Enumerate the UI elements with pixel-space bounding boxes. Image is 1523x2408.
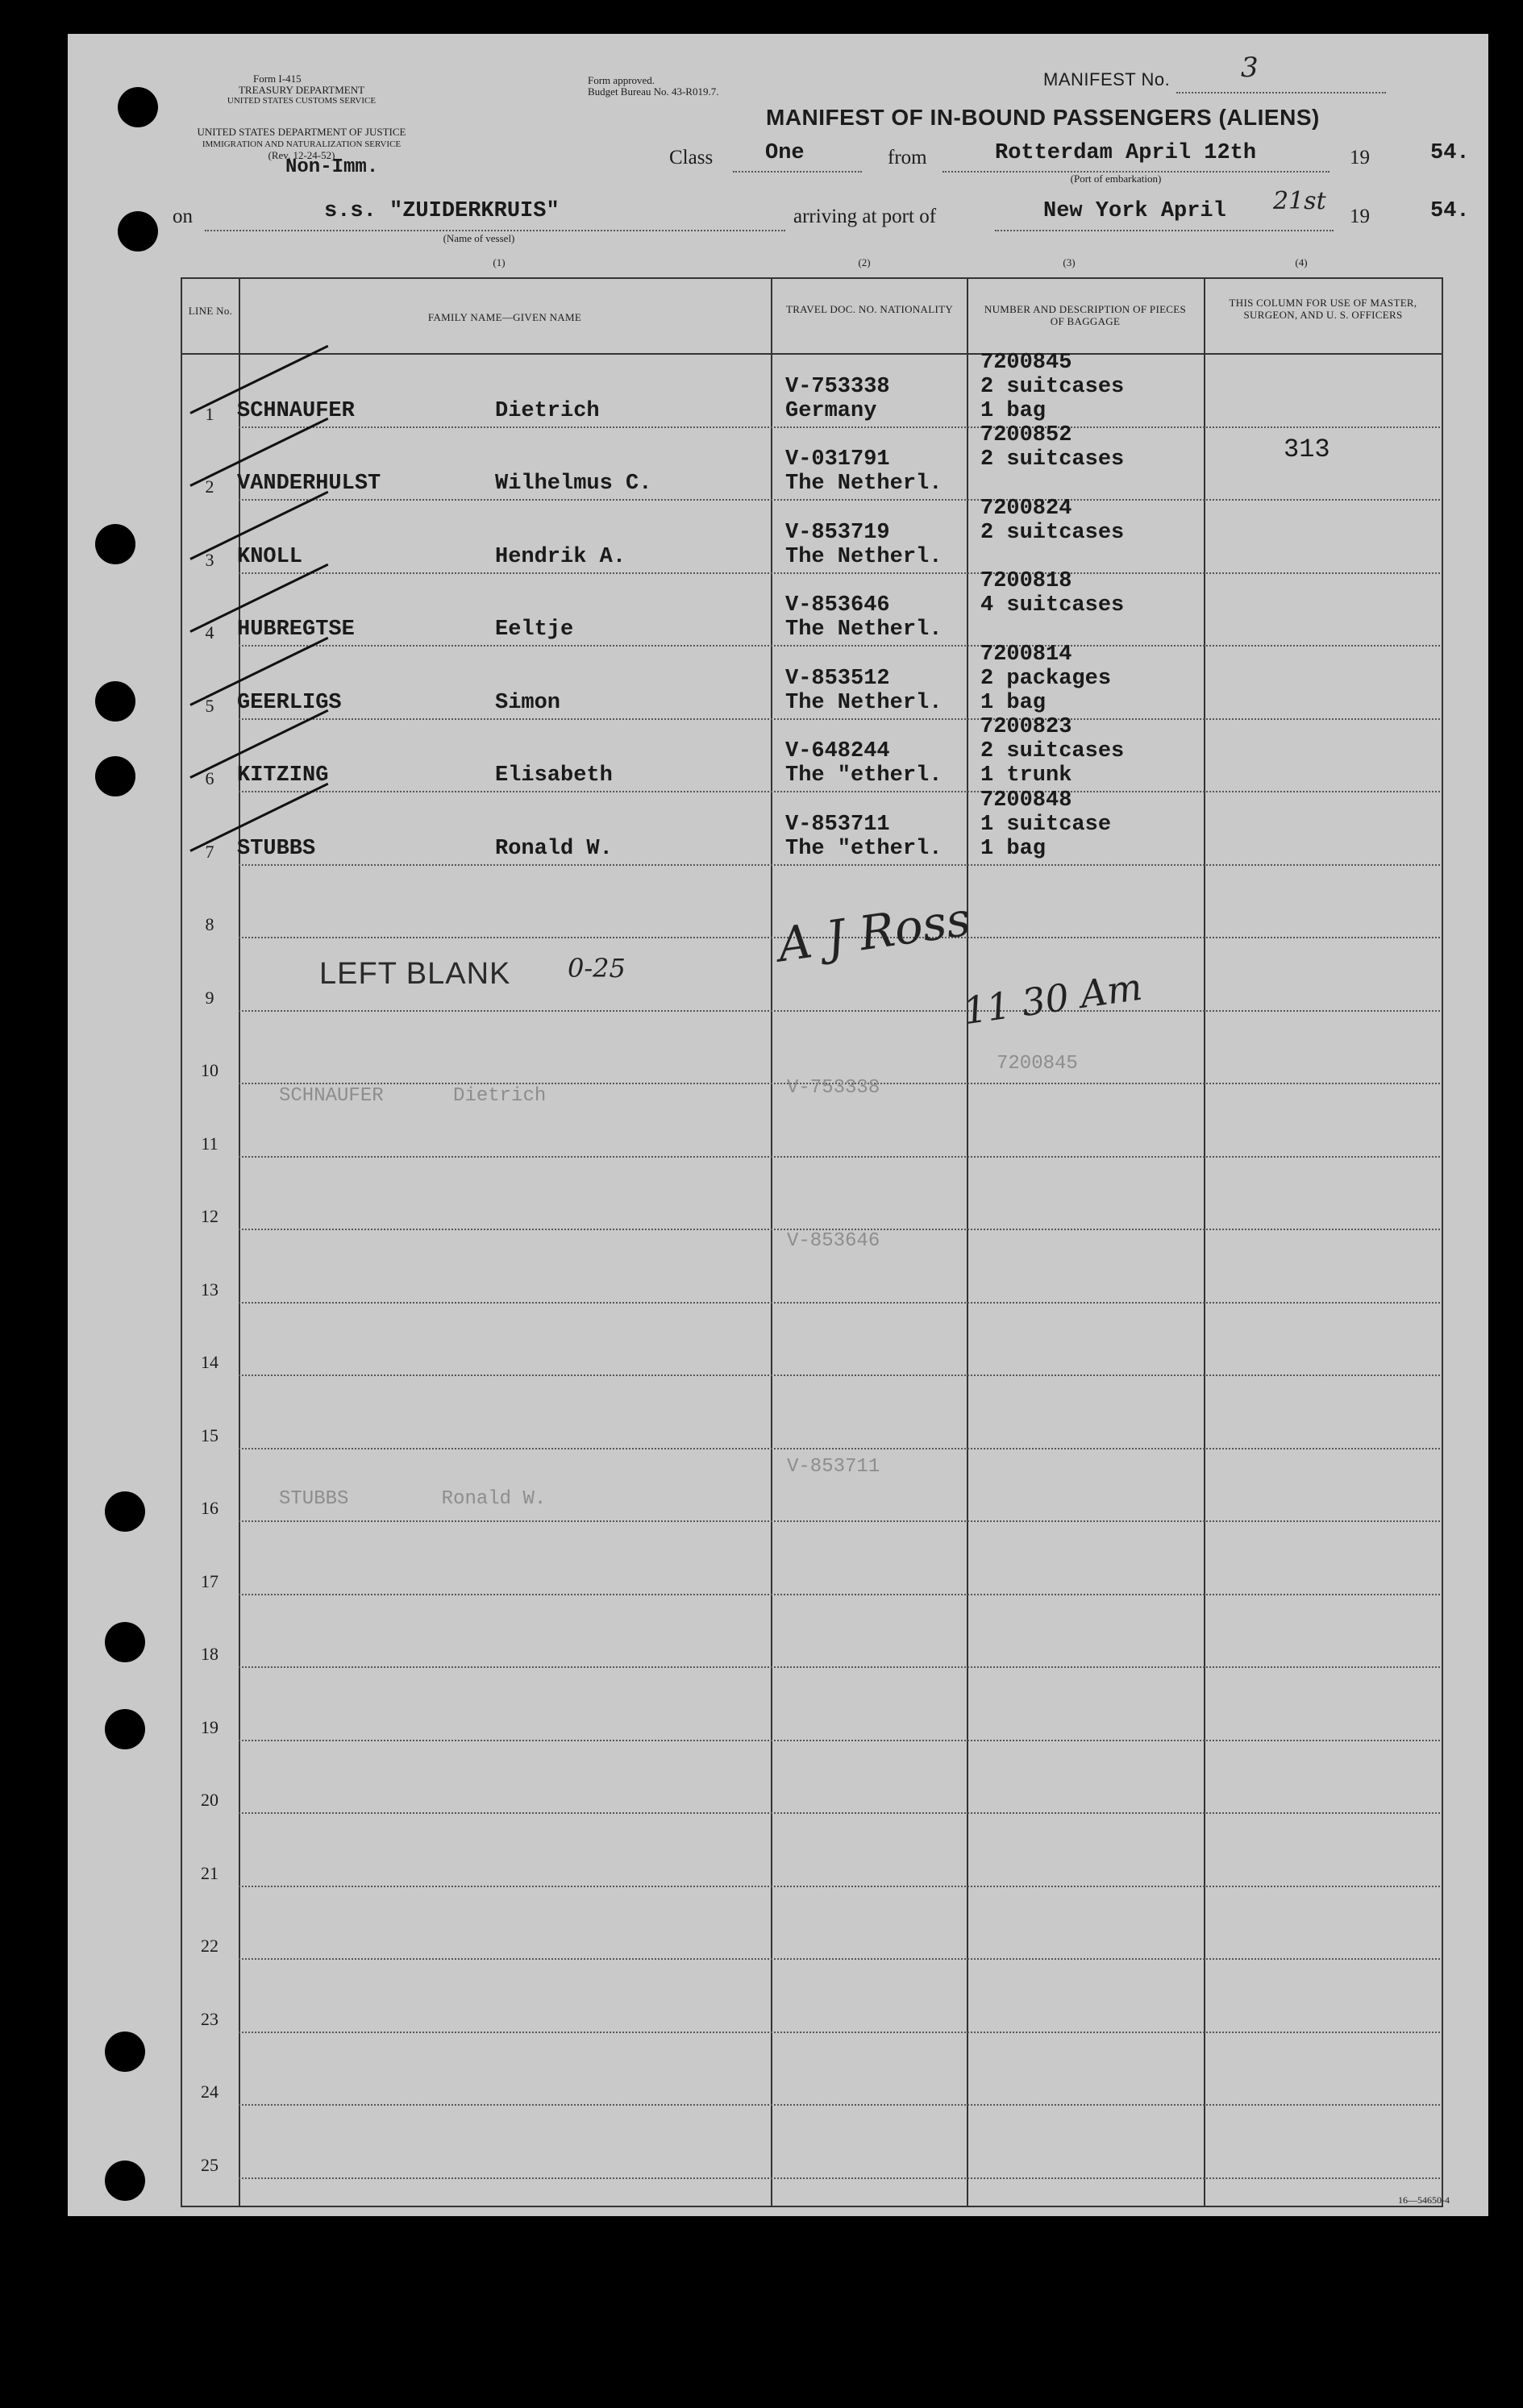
family-name: GEERLIGS [237, 690, 342, 715]
officer-note: 313 [1284, 435, 1330, 464]
travel-doc-number: V-853711 [785, 812, 890, 837]
line-number: 18 [201, 1644, 218, 1664]
col-number-1: (1) [493, 256, 506, 268]
class-value: One [765, 141, 805, 165]
nationality: The Netherl. [785, 472, 943, 496]
family-name: KITZING [237, 763, 329, 788]
header-rule [182, 353, 1442, 355]
line-number: 25 [201, 2154, 218, 2175]
baggage-tag: 7200848 [980, 788, 1072, 813]
row-rule [239, 2177, 1440, 2179]
line-number: 20 [201, 1790, 218, 1810]
travel-doc-number: V-853719 [785, 520, 890, 545]
line-number: 14 [201, 1352, 218, 1372]
row-rule [239, 572, 1440, 574]
baggage-line: 2 suitcases [980, 739, 1125, 763]
approval-line2: Budget Bureau No. 43-R019.7. [588, 85, 719, 98]
line-number: 3 [205, 549, 214, 570]
family-name: HUBREGTSE [237, 618, 355, 642]
baggage-tag: 7200818 [980, 569, 1072, 593]
given-name: Wilhelmus C. [495, 472, 652, 496]
travel-doc-number: V-031791 [785, 447, 890, 472]
port-embarkation: Rotterdam April 12th [995, 141, 1257, 165]
year-prefix-1: 19 [1350, 147, 1370, 168]
travel-doc-number: V-853512 [785, 666, 890, 691]
col-divider-4 [1204, 279, 1205, 2206]
line-number: 5 [205, 695, 214, 716]
arrival-port: New York April [1043, 199, 1226, 223]
nationality: Germany [785, 398, 877, 423]
year-prefix-2: 19 [1350, 206, 1370, 227]
manifest-label: MANIFEST No. [1043, 69, 1171, 89]
baggage-tag: 7200814 [980, 642, 1072, 667]
binder-hole [105, 2032, 145, 2072]
given-name: Hendrik A. [495, 544, 626, 569]
form-number: Form I-415 [253, 73, 302, 85]
officer-signature: A J Ross [774, 891, 974, 973]
baggage-line: 2 suitcases [980, 520, 1125, 545]
line-number: 6 [205, 768, 214, 788]
class-line [733, 171, 862, 173]
line-number: 8 [205, 914, 214, 934]
class-label: Class [669, 147, 714, 168]
left-blank-stamp: LEFT BLANK [319, 957, 511, 991]
dept-customs: UNITED STATES CUSTOMS SERVICE [227, 96, 377, 106]
row-rule [239, 1448, 1440, 1449]
line-number: 24 [201, 2082, 218, 2102]
from-label: from [888, 147, 927, 168]
line-number: 19 [201, 1716, 218, 1737]
row-rule [239, 645, 1440, 647]
given-name: Ronald W. [495, 836, 613, 861]
row-rule [239, 791, 1440, 792]
nationality: The Netherl. [785, 618, 943, 642]
header-officers: THIS COLUMN FOR USE OF MASTER, SURGEON, AND U. S. OFFICERS [1229, 297, 1417, 321]
line-number: 10 [201, 1060, 218, 1080]
line-number: 2 [205, 476, 214, 497]
line-number: 7 [205, 841, 214, 862]
passenger-table [181, 277, 1443, 2207]
dept-treasury: TREASURY DEPARTMENT [238, 84, 365, 96]
form-revision: (Rev. 12-24-52) [268, 149, 335, 161]
arriving-label: arriving at port of [793, 206, 937, 227]
baggage-line: 2 packages [980, 666, 1112, 691]
row-rule [239, 1958, 1440, 1960]
line-number: 9 [205, 987, 214, 1008]
family-name: VANDERHULST [237, 472, 381, 496]
col-number-3: (3) [1063, 256, 1076, 268]
year-1: 54. [1430, 141, 1470, 165]
bleed-through-text: SCHNAUFER Dietrich [279, 1085, 547, 1107]
given-name: Dietrich [495, 398, 600, 423]
baggage-line: 2 suitcases [980, 447, 1125, 472]
binder-hole [118, 87, 158, 127]
header-name: FAMILY NAME—GIVEN NAME [427, 311, 582, 323]
row-rule [239, 1302, 1440, 1304]
col-number-2: (2) [858, 256, 871, 268]
family-name: KNOLL [237, 544, 303, 569]
baggage-line: 1 bag [980, 836, 1047, 861]
header-travel-doc: TRAVEL DOC. NO. NATIONALITY [785, 303, 954, 315]
manifest-number-line [1176, 92, 1386, 94]
row-rule [239, 1594, 1440, 1595]
row-rule [239, 426, 1440, 428]
row-rule [239, 2032, 1440, 2033]
vessel-label: (Name of vessel) [443, 232, 515, 244]
manifest-title: MANIFEST OF IN-BOUND PASSENGERS (ALIENS) [766, 105, 1320, 130]
arrival-day: 21st [1273, 187, 1326, 215]
bleed-through-text: V-853711 [787, 1456, 880, 1478]
manifest-number: 3 [1241, 52, 1259, 84]
binder-hole [95, 524, 135, 564]
nationality: The "etherl. [785, 836, 943, 861]
category-stamp: Non-Imm. [285, 156, 379, 178]
family-name: STUBBS [237, 836, 316, 861]
row-rule [239, 499, 1440, 501]
line-number: 21 [201, 1862, 218, 1883]
line-number: 17 [201, 1570, 218, 1591]
line-number: 1 [205, 403, 214, 424]
approval-line1: Form approved. [588, 74, 655, 86]
travel-doc-number: V-853646 [785, 593, 890, 618]
header-line-no: LINE No. [188, 305, 233, 317]
row-rule [239, 1886, 1440, 1887]
baggage-line: 2 suitcases [980, 374, 1125, 399]
travel-doc-number: V-753338 [785, 374, 890, 399]
footer-code: 16—54650-4 [1398, 2194, 1450, 2206]
binder-hole [95, 756, 135, 796]
line-number: 22 [201, 1936, 218, 1956]
line-number: 12 [201, 1206, 218, 1226]
col-number-4: (4) [1295, 256, 1308, 268]
col-divider-2 [771, 279, 772, 2206]
family-name: SCHNAUFER [237, 398, 355, 423]
given-name: Eeltje [495, 618, 574, 642]
port-embarkation-label: (Port of embarkation) [1070, 173, 1162, 185]
vessel-line [205, 230, 785, 231]
line-number: 4 [205, 622, 214, 643]
row-rule [239, 1740, 1440, 1741]
baggage-tag: 7200852 [980, 423, 1072, 447]
row-rule [239, 1156, 1440, 1158]
row-rule [239, 2104, 1440, 2106]
binder-hole [95, 681, 135, 722]
signature-time: 11 30 Am [960, 964, 1145, 1033]
line-number: 11 [201, 1133, 218, 1154]
line-number: 13 [201, 1279, 218, 1300]
nationality: The Netherl. [785, 544, 943, 569]
baggage-tag: 7200823 [980, 715, 1072, 739]
binder-hole [105, 1622, 145, 1662]
line-number: 16 [201, 1498, 218, 1518]
binder-hole [105, 1709, 145, 1749]
row-rule [239, 1375, 1440, 1376]
bleed-through-text: V-853646 [787, 1230, 880, 1252]
baggage-line: 1 suitcase [980, 812, 1112, 837]
binder-hole [105, 1491, 145, 1532]
col-divider-3 [967, 279, 968, 2206]
vessel-name: s.s. "ZUIDERKRUIS" [324, 199, 560, 223]
row-rule [239, 1666, 1440, 1668]
baggage-line: 1 trunk [980, 763, 1072, 788]
on-label: on [173, 206, 193, 227]
bleed-through-text: STUBBS Ronald W. [279, 1488, 547, 1510]
binder-hole [118, 211, 158, 252]
given-name: Simon [495, 690, 561, 715]
travel-doc-number: V-648244 [785, 739, 890, 763]
row-rule [239, 864, 1440, 866]
bleed-through-text: V-753338 [787, 1077, 880, 1099]
year-2: 54. [1430, 199, 1470, 223]
line-number: 23 [201, 2008, 218, 2029]
baggage-tag: 7200824 [980, 496, 1072, 521]
binder-hole [105, 2161, 145, 2201]
row-rule [239, 1520, 1440, 1522]
baggage-line: 1 bag [980, 690, 1047, 715]
arrival-line [995, 230, 1334, 231]
bleed-through-text: 7200845 [997, 1053, 1078, 1075]
baggage-tag: 7200845 [980, 350, 1072, 375]
baggage-line: 1 bag [980, 398, 1047, 423]
left-blank-annotation: 0-25 [568, 953, 626, 984]
dept-ins: IMMIGRATION AND NATURALIZATION SERVICE [202, 139, 402, 149]
baggage-line: 4 suitcases [980, 593, 1125, 618]
nationality: The "etherl. [785, 763, 943, 788]
header-baggage: NUMBER AND DESCRIPTION OF PIECES OF BAGGAGE [984, 303, 1187, 327]
row-rule [239, 1812, 1440, 1814]
row-rule [239, 718, 1440, 720]
line-number: 15 [201, 1424, 218, 1445]
dept-justice: UNITED STATES DEPARTMENT OF JUSTICE [197, 126, 406, 138]
given-name: Elisabeth [495, 763, 613, 788]
row-rule [239, 1010, 1440, 1012]
nationality: The Netherl. [785, 690, 943, 715]
manifest-sheet [68, 34, 1488, 2216]
